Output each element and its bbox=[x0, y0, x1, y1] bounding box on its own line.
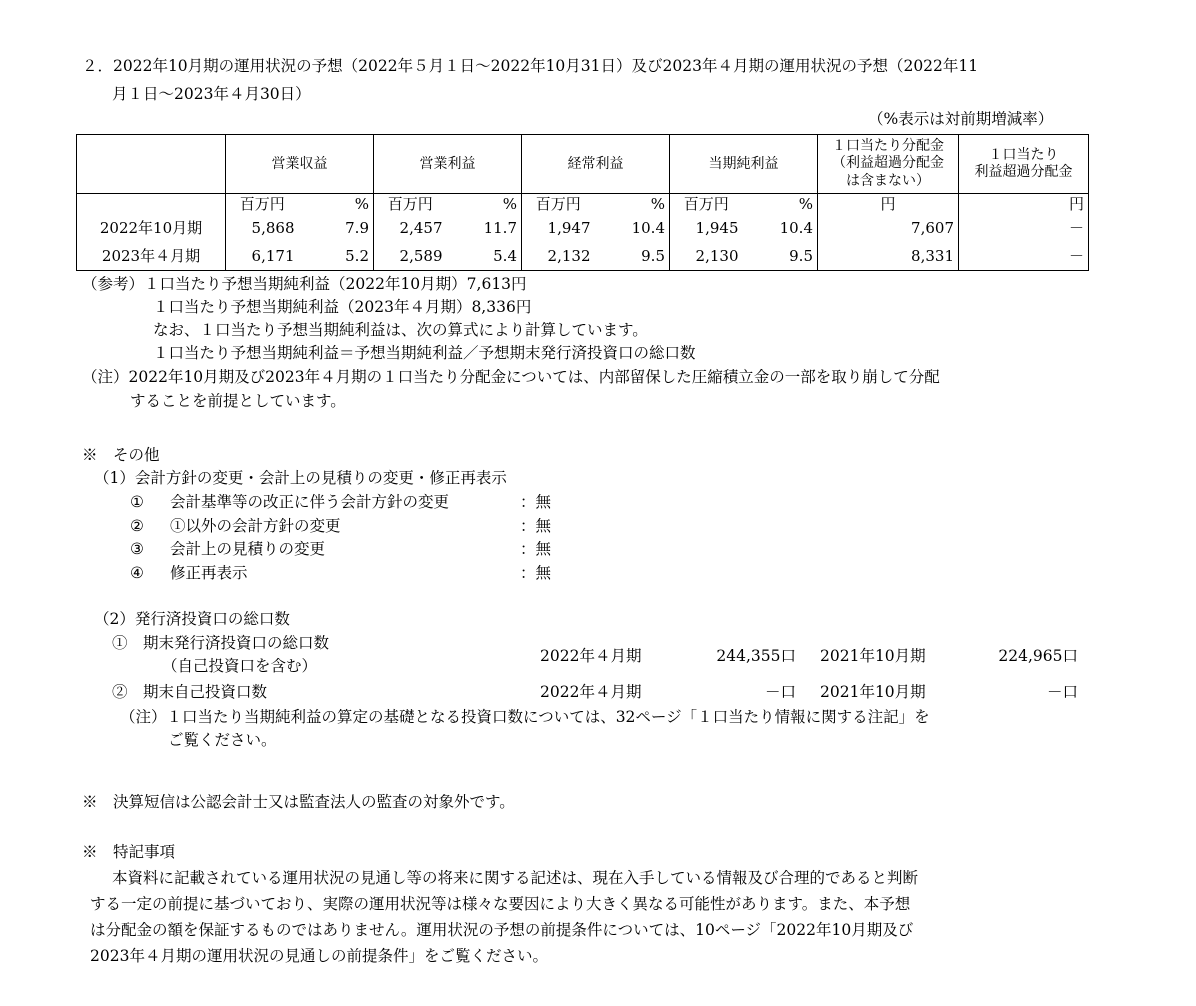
unit-pct: % bbox=[299, 194, 374, 216]
units-value-2b: －口 bbox=[1046, 683, 1078, 701]
header-excess-distribution bbox=[959, 135, 1089, 194]
header-distribution-l2: （利益超過分配金 bbox=[832, 155, 944, 172]
item-num: ② bbox=[130, 517, 144, 535]
item-value: ：無 bbox=[520, 564, 552, 582]
unit-pct: % bbox=[743, 194, 818, 216]
unit-million: 百万円 bbox=[226, 194, 299, 216]
cell-op-pct: 11.7 bbox=[447, 216, 522, 243]
item-label: 会計上の見積りの変更 bbox=[170, 540, 326, 558]
units-label-1: ① 期末発行済投資口の総口数 bbox=[112, 634, 330, 652]
other-sub1: （1）会計方針の変更・会計上の見積りの変更・修正再表示 bbox=[94, 469, 507, 487]
reference-line2: １口当たり予想当期純利益（2023年４月期）8,336円 bbox=[153, 298, 532, 316]
other-title: ※ その他 bbox=[82, 446, 160, 464]
units-period-1b: 2021年10月期 bbox=[820, 647, 926, 665]
forecast-table bbox=[76, 134, 1089, 271]
units-label-2: ② 期末自己投資口数 bbox=[112, 683, 268, 701]
units-value-2a: －口 bbox=[764, 683, 796, 701]
item-label: 修正再表示 bbox=[170, 564, 248, 582]
units-note-line2: ご覧ください。 bbox=[168, 731, 277, 749]
item-value: ：無 bbox=[520, 540, 552, 558]
other-sub2: （2）発行済投資口の総口数 bbox=[94, 610, 290, 628]
header-distribution bbox=[818, 135, 959, 194]
reference-line4: １口当たり予想当期純利益＝予想当期純利益／予想期末発行済投資口の総口数 bbox=[153, 344, 696, 362]
header-distribution-l3: は含まない） bbox=[846, 172, 930, 189]
unit-pct: % bbox=[447, 194, 522, 216]
section-heading-line1: ２．2022年10月期の運用状況の予想（2022年５月１日～2022年10月31日）及び2023年４月期の運用状況の予想（2022年11 bbox=[82, 57, 979, 75]
cell-ord-pct: 9.5 bbox=[595, 243, 670, 271]
item-num: ① bbox=[130, 493, 144, 511]
cell-revenue: 5,868 bbox=[226, 216, 299, 243]
cell-net-pct: 9.5 bbox=[743, 243, 818, 271]
header-net-income: 当期純利益 bbox=[670, 135, 818, 194]
cell-ord-pct: 10.4 bbox=[595, 216, 670, 243]
header-distribution-l1: １口当たり分配金 bbox=[832, 137, 944, 154]
table-row bbox=[77, 216, 1089, 243]
row-period: 2023年４月期 bbox=[77, 243, 226, 271]
pct-note: （%表示は対前期増減率） bbox=[868, 110, 1054, 128]
cell-revenue-pct: 5.2 bbox=[299, 243, 374, 271]
cell-op-pct: 5.4 bbox=[447, 243, 522, 271]
header-excess-l2: 利益超過分配金 bbox=[974, 164, 1073, 180]
cell-excess: － bbox=[959, 243, 1089, 271]
cell-op: 2,589 bbox=[374, 243, 447, 271]
table-header-row bbox=[77, 135, 1089, 194]
unit-yen: 円 bbox=[959, 194, 1089, 216]
special-line3: は分配金の額を保証するものではありません。運用状況の予想の前提条件については、10ページ「2022年10月期及び bbox=[90, 921, 914, 939]
units-period-2a: 2022年４月期 bbox=[540, 683, 642, 701]
cell-net: 2,130 bbox=[670, 243, 743, 271]
item-num: ④ bbox=[130, 564, 144, 582]
header-revenue: 営業収益 bbox=[226, 135, 374, 194]
cell-ord: 1,947 bbox=[522, 216, 595, 243]
cell-net-pct: 10.4 bbox=[743, 216, 818, 243]
audit-note: ※ 決算短信は公認会計士又は監査法人の監査の対象外です。 bbox=[82, 793, 515, 811]
units-value-1a: 244,355口 bbox=[716, 647, 796, 665]
header-op-income: 営業利益 bbox=[374, 135, 522, 194]
header-ord-income: 経常利益 bbox=[522, 135, 670, 194]
unit-pct: % bbox=[595, 194, 670, 216]
unit-million: 百万円 bbox=[670, 194, 743, 216]
cell-dist: 8,331 bbox=[818, 243, 959, 271]
item-label: 会計基準等の改正に伴う会計方針の変更 bbox=[170, 493, 450, 511]
cell-net: 1,945 bbox=[670, 216, 743, 243]
item-num: ③ bbox=[130, 540, 144, 558]
cell-excess: － bbox=[959, 216, 1089, 243]
reference-line3: なお、１口当たり予想当期純利益は、次の算式により計算しています。 bbox=[153, 321, 648, 339]
header-excess-l1: １口当たり bbox=[988, 146, 1059, 163]
note-line2: することを前提としています。 bbox=[130, 392, 346, 410]
units-note-line1: （注）１口当たり当期純利益の算定の基礎となる投資口数については、32ページ「１口当たり情報に関する注記」を bbox=[120, 708, 930, 726]
cell-ord: 2,132 bbox=[522, 243, 595, 271]
table-row bbox=[77, 243, 1089, 271]
units-period-2b: 2021年10月期 bbox=[820, 683, 926, 701]
special-title: ※ 特記事項 bbox=[82, 843, 176, 861]
item-value: ：無 bbox=[520, 493, 552, 511]
note-line1: （注）2022年10月期及び2023年４月期の１口当たり分配金については、内部留保した圧縮積立金の一部を取り崩して分配 bbox=[82, 368, 940, 386]
units-row bbox=[77, 194, 1089, 216]
cell-op: 2,457 bbox=[374, 216, 447, 243]
special-line1: 本資料に記載されている運用状況の見通し等の将来に関する記述は、現在入手している情報及び合理的であると判断 bbox=[112, 869, 919, 887]
section-heading-line2: 月１日～2023年４月30日） bbox=[112, 85, 311, 103]
units-value-1b: 224,965口 bbox=[998, 647, 1078, 665]
cell-revenue-pct: 7.9 bbox=[299, 216, 374, 243]
special-line2: する一定の前提に基づいており、実際の運用状況等は様々な要因により大きく異なる可能性があります。また、本予想 bbox=[90, 895, 911, 913]
units-period-1a: 2022年４月期 bbox=[540, 647, 642, 665]
unit-million: 百万円 bbox=[522, 194, 595, 216]
units-label-1-sub: （自己投資口を含む） bbox=[162, 657, 318, 675]
special-line4: 2023年４月期の運用状況の見通しの前提条件」をご覧ください。 bbox=[90, 947, 548, 965]
item-label: ①以外の会計方針の変更 bbox=[170, 517, 341, 535]
cell-dist: 7,607 bbox=[818, 216, 959, 243]
cell-revenue: 6,171 bbox=[226, 243, 299, 271]
row-period: 2022年10月期 bbox=[77, 216, 226, 243]
item-value: ：無 bbox=[520, 517, 552, 535]
reference-line1: （参考）１口当たり予想当期純利益（2022年10月期）7,613円 bbox=[82, 275, 527, 293]
unit-million: 百万円 bbox=[374, 194, 447, 216]
header-blank bbox=[77, 135, 226, 194]
unit-yen: 円 bbox=[818, 194, 959, 216]
